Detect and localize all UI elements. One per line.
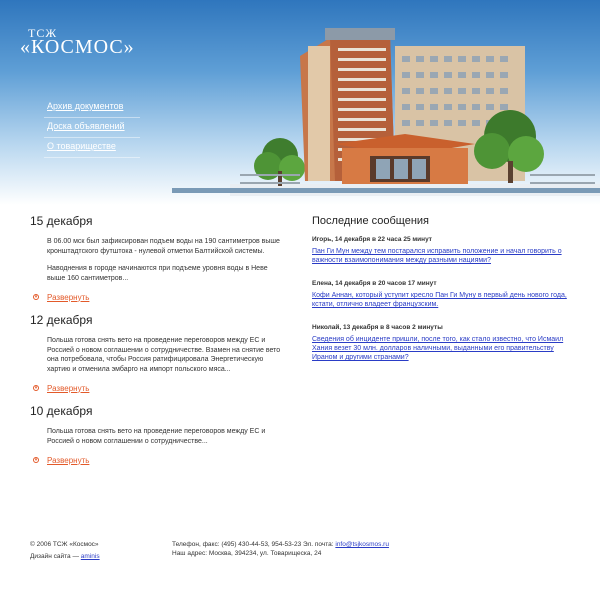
news-date: 12 декабря (30, 313, 93, 327)
message-link[interactable]: Кофи Аннан, который уступит кресло Пан Ги Муну в первый день нового года, кстати, отлично владеет французским. (312, 292, 567, 308)
news-date: 15 декабря (30, 214, 93, 228)
message-item (312, 323, 577, 362)
message-item (312, 279, 577, 309)
phone-line (172, 540, 389, 549)
logo-title: «КОСМОС» (20, 36, 135, 58)
news-paragraph: Польша готова снять вето на проведение переговоров между ЕС и Россией о новом соглашении о сотрудничестве... (47, 428, 266, 445)
address: Наш адрес: Москва, 394234, ул. Товарищеска, 24 (172, 550, 322, 557)
nav-item-board[interactable]: Доска объявлений (44, 118, 140, 138)
news-item (30, 214, 290, 303)
header (0, 0, 600, 205)
news-date: 10 декабря (30, 404, 93, 418)
header-divider (172, 188, 600, 193)
designer-link[interactable]: aminis (80, 553, 100, 560)
news-paragraph: Наводнения в городе начинаются при подъеме уровня воды в Неве выше 160 сантиметров... (47, 265, 268, 282)
message-meta: Николай, 13 декабря в 8 часов 2 минуты (312, 324, 443, 331)
logo-small: ТСЖ (28, 26, 58, 40)
expand-link[interactable] (30, 291, 290, 303)
messages-column (312, 214, 577, 376)
expand-label[interactable]: Развернуть (47, 383, 90, 393)
nav-item-about[interactable]: О товариществе (44, 138, 140, 158)
expand-link[interactable] (30, 454, 290, 466)
expand-label[interactable]: Развернуть (47, 455, 90, 465)
news-paragraph: Польша готова снять вето на проведение переговоров между ЕС и Россией о новом соглашении о сотрудничестве. Взамен на снятие вето она потребовала, чтобы Россия ратифицировала Энергетическую хартию и отменила эмбарго на импорт польского мяса... (47, 337, 281, 373)
chevron-down-icon: ▾ (34, 294, 38, 300)
tree-icon (254, 138, 305, 186)
message-link[interactable]: Пан Ги Мун между тем постарался исправить положение и начал говорить о важности взаимопонимания между разными нациями? (312, 248, 562, 264)
message-meta: Игорь, 14 декабря в 22 часа 25 минут (312, 236, 432, 243)
expand-link[interactable] (30, 382, 290, 394)
building-illustration (230, 16, 600, 196)
news-item (30, 313, 290, 394)
footer (0, 530, 600, 570)
news-body (47, 427, 283, 446)
news-item (30, 404, 290, 466)
news-column (30, 214, 290, 476)
main-nav (44, 98, 140, 158)
contacts (172, 540, 389, 558)
logo[interactable] (20, 26, 150, 66)
news-body (47, 237, 283, 283)
email-link[interactable]: info@tsjkosmos.ru (335, 541, 389, 548)
news-body (47, 336, 283, 374)
design-credit (30, 552, 100, 561)
message-item (312, 235, 577, 265)
message-meta: Елена, 14 декабря в 20 часов 17 минут (312, 280, 437, 287)
copyright: © 2006 ТСЖ «Космос» (30, 541, 99, 548)
news-paragraph: В 06.00 мск был зафиксирован подъем воды на 190 сантиметров выше кронштадтского футштока - нулевой отметки Балтийской системы. (47, 238, 280, 255)
design-label: Дизайн сайта — (30, 553, 79, 560)
nav-item-archive[interactable]: Архив документов (44, 98, 140, 118)
expand-label[interactable]: Развернуть (47, 292, 90, 302)
message-link[interactable]: Сведения об инциденте пришли, после того, как стало известно, что Исмаил Хания везет 30 млн. долларов наличными, выданными его правительству Ираном и другими странами? (312, 336, 564, 361)
messages-title: Последние сообщения (312, 215, 430, 227)
phone-text: Телефон, факс: (495) 430-44-53, 954-53-23 Эл. почта: (172, 541, 334, 548)
chevron-down-icon: ▾ (34, 457, 38, 463)
chevron-down-icon: ▾ (34, 385, 38, 391)
